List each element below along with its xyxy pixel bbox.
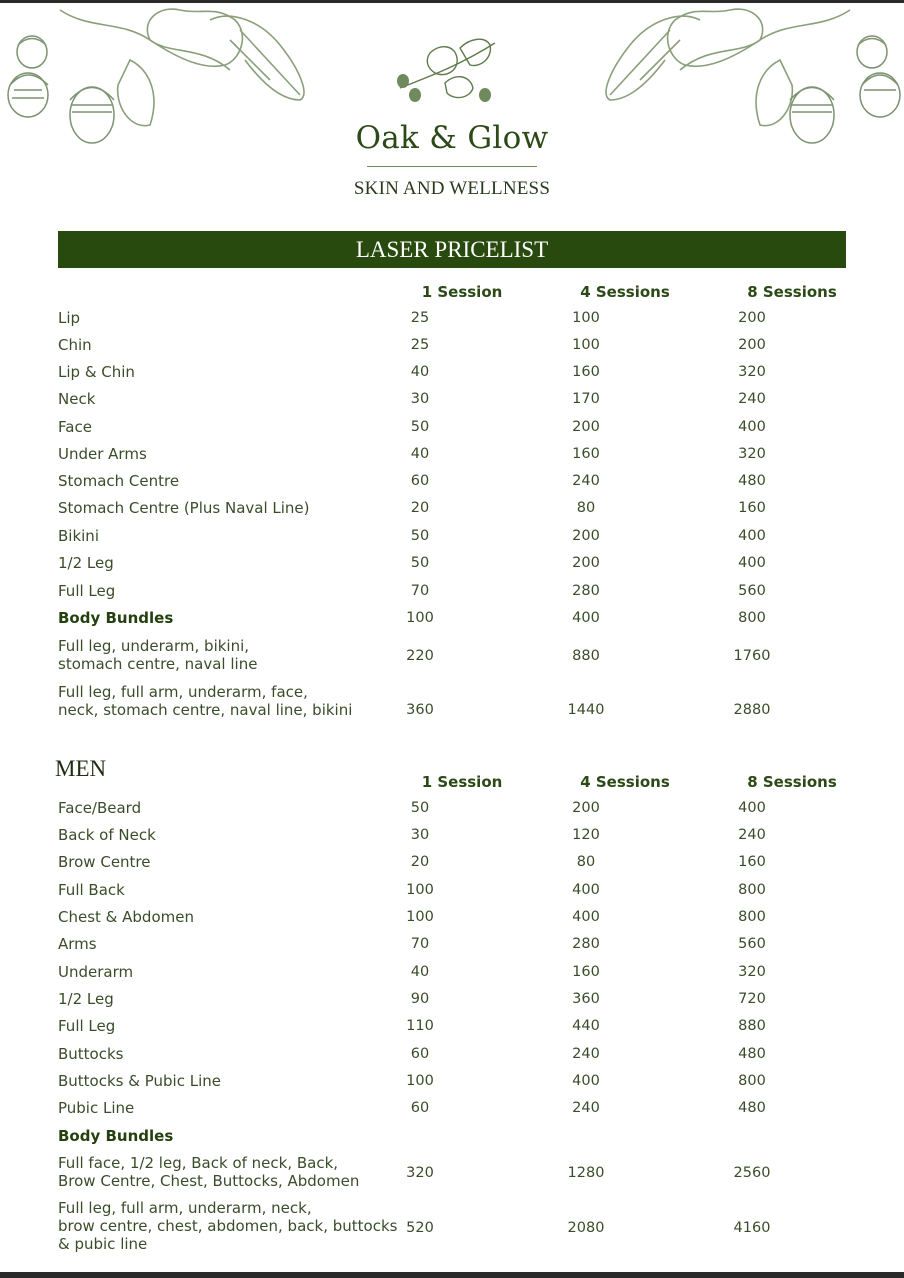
- women-table-row: [0, 527, 904, 551]
- price-4-sessions: 1280: [567, 1165, 605, 1181]
- price-1-session: 30: [410, 391, 430, 407]
- men-table-row: [0, 908, 904, 932]
- price-8-sessions: 400: [738, 528, 766, 544]
- women-table-row: [0, 499, 904, 523]
- women-table-row: [0, 554, 904, 578]
- price-1-session: 100: [406, 882, 434, 898]
- treatment-name: Full Leg: [58, 582, 116, 600]
- price-8-sessions: 800: [738, 909, 766, 925]
- price-8-sessions: 4160: [733, 1220, 771, 1236]
- men-table-row: [0, 799, 904, 823]
- price-4-sessions: 100: [572, 310, 600, 326]
- treatment-name: Under Arms: [58, 445, 147, 463]
- treatment-name: Neck: [58, 390, 96, 408]
- price-8-sessions: 200: [738, 337, 766, 353]
- price-4-sessions: 200: [572, 800, 600, 816]
- price-4-sessions: 400: [572, 882, 600, 898]
- price-1-session: 520: [406, 1220, 434, 1236]
- price-8-sessions: 2880: [733, 702, 771, 718]
- price-8-sessions: 1760: [733, 648, 771, 664]
- price-1-session: 40: [410, 446, 430, 462]
- price-1-session: 70: [410, 936, 430, 952]
- women-table-row: [0, 609, 904, 633]
- body-bundles-label: Body Bundles: [58, 1127, 174, 1145]
- price-1-session: 100: [406, 610, 434, 626]
- price-8-sessions: 480: [738, 1046, 766, 1062]
- men-table-row: [0, 853, 904, 877]
- price-1-session: 40: [410, 364, 430, 380]
- oak-branch-logo-icon: [385, 33, 510, 113]
- women-table-row: [0, 363, 904, 387]
- treatment-name: Full Leg: [58, 1017, 116, 1035]
- price-4-sessions: 200: [572, 555, 600, 571]
- price-8-sessions: 400: [738, 419, 766, 435]
- price-1-session: 50: [410, 528, 430, 544]
- price-4-sessions: 240: [572, 1046, 600, 1062]
- treatment-name: 1/2 Leg: [58, 554, 114, 572]
- men-table-row: [0, 1127, 904, 1151]
- body-bundles-label: Body Bundles: [58, 609, 174, 627]
- price-4-sessions: 200: [572, 419, 600, 435]
- women-table-row: [0, 472, 904, 496]
- treatment-name: Full leg, underarm, bikini, stomach centre, naval line: [58, 637, 258, 673]
- price-4-sessions: 80: [576, 500, 596, 516]
- price-1-session: 60: [410, 1046, 430, 1062]
- price-4-sessions: 360: [572, 991, 600, 1007]
- price-8-sessions: 160: [738, 854, 766, 870]
- men-table-row: [0, 1072, 904, 1096]
- price-1-session: 100: [406, 909, 434, 925]
- treatment-name: Brow Centre: [58, 853, 151, 871]
- price-4-sessions: 1440: [567, 702, 605, 718]
- treatment-name: Pubic Line: [58, 1099, 135, 1117]
- column-header-4-sessions: 4 Sessions: [580, 283, 670, 301]
- treatment-name: Stomach Centre: [58, 472, 180, 490]
- brand-divider: [367, 166, 537, 167]
- men-table-row: [0, 1099, 904, 1123]
- men-table-row: [0, 990, 904, 1014]
- price-1-session: 360: [406, 702, 434, 718]
- treatment-name: Full Back: [58, 881, 125, 899]
- price-8-sessions: 560: [738, 936, 766, 952]
- price-1-session: 220: [406, 648, 434, 664]
- price-4-sessions: 280: [572, 583, 600, 599]
- treatment-name: Full leg, full arm, underarm, face, neck, stomach centre, naval line, bikini: [58, 683, 353, 719]
- price-1-session: 20: [410, 500, 430, 516]
- treatment-name: Lip: [58, 309, 81, 327]
- brand-name: Oak & Glow: [355, 120, 549, 156]
- price-8-sessions: 200: [738, 310, 766, 326]
- price-1-session: 70: [410, 583, 430, 599]
- treatment-name: Chest & Abdomen: [58, 908, 194, 926]
- men-table-row: [0, 935, 904, 959]
- price-4-sessions: 170: [572, 391, 600, 407]
- price-8-sessions: 400: [738, 555, 766, 571]
- pricelist-title: LASER PRICELIST: [355, 237, 549, 262]
- price-8-sessions: 400: [738, 800, 766, 816]
- bottom-border: [0, 1272, 904, 1278]
- price-4-sessions: 160: [572, 446, 600, 462]
- price-8-sessions: 320: [738, 364, 766, 380]
- price-1-session: 100: [406, 1073, 434, 1089]
- women-table-row: [0, 637, 904, 673]
- treatment-name: Back of Neck: [58, 826, 156, 844]
- price-4-sessions: 440: [572, 1018, 600, 1034]
- price-4-sessions: 160: [572, 964, 600, 980]
- price-8-sessions: 480: [738, 473, 766, 489]
- men-table-row: [0, 1154, 904, 1190]
- price-1-session: 50: [410, 800, 430, 816]
- price-4-sessions: 160: [572, 364, 600, 380]
- treatment-name: Face/Beard: [58, 799, 142, 817]
- treatment-name: Face: [58, 418, 92, 436]
- treatment-name: Stomach Centre (Plus Naval Line): [58, 499, 310, 517]
- men-table-row: [0, 826, 904, 850]
- treatment-name: Arms: [58, 935, 97, 953]
- price-8-sessions: 560: [738, 583, 766, 599]
- treatment-name: Chin: [58, 336, 92, 354]
- women-table-row: [0, 336, 904, 360]
- column-header-1-session: 1 Session: [421, 283, 503, 301]
- price-8-sessions: 800: [738, 882, 766, 898]
- treatment-name: Buttocks: [58, 1045, 124, 1063]
- price-1-session: 30: [410, 827, 430, 843]
- price-8-sessions: 800: [738, 1073, 766, 1089]
- men-column-header-8-sessions: 8 Sessions: [747, 773, 837, 791]
- price-4-sessions: 200: [572, 528, 600, 544]
- price-4-sessions: 80: [576, 854, 596, 870]
- price-8-sessions: 800: [738, 610, 766, 626]
- treatment-name: Buttocks & Pubic Line: [58, 1072, 221, 1090]
- price-1-session: 90: [410, 991, 430, 1007]
- price-8-sessions: 320: [738, 446, 766, 462]
- men-table-row: [0, 1017, 904, 1041]
- price-1-session: 25: [410, 337, 430, 353]
- women-table-row: [0, 309, 904, 333]
- price-8-sessions: 480: [738, 1100, 766, 1116]
- price-4-sessions: 400: [572, 610, 600, 626]
- price-4-sessions: 120: [572, 827, 600, 843]
- price-1-session: 60: [410, 1100, 430, 1116]
- men-column-header-4-sessions: 4 Sessions: [580, 773, 670, 791]
- price-8-sessions: 880: [738, 1018, 766, 1034]
- men-table-row: [0, 1045, 904, 1069]
- treatment-name: 1/2 Leg: [58, 990, 114, 1008]
- pricelist-banner: [58, 231, 846, 268]
- price-1-session: 20: [410, 854, 430, 870]
- treatment-name: Lip & Chin: [58, 363, 135, 381]
- women-table-row: [0, 582, 904, 606]
- price-4-sessions: 2080: [567, 1220, 605, 1236]
- price-1-session: 110: [406, 1018, 434, 1034]
- price-1-session: 320: [406, 1165, 434, 1181]
- men-section-title: MEN: [55, 756, 107, 781]
- price-8-sessions: 2560: [733, 1165, 771, 1181]
- treatment-name: Full leg, full arm, underarm, neck, brow centre, chest, abdomen, back, buttocks & pubic line: [58, 1199, 398, 1253]
- treatment-name: Full face, 1/2 leg, Back of neck, Back, Brow Centre, Chest, Buttocks, Abdomen: [58, 1154, 360, 1190]
- price-1-session: 40: [410, 964, 430, 980]
- men-table-row: [0, 963, 904, 987]
- price-8-sessions: 240: [738, 391, 766, 407]
- brand-subtitle: SKIN AND WELLNESS: [353, 178, 551, 199]
- price-8-sessions: 160: [738, 500, 766, 516]
- women-table-row: [0, 445, 904, 469]
- treatment-name: Underarm: [58, 963, 134, 981]
- price-4-sessions: 400: [572, 909, 600, 925]
- price-1-session: 60: [410, 473, 430, 489]
- men-table-row: [0, 881, 904, 905]
- treatment-name: Bikini: [58, 527, 99, 545]
- price-4-sessions: 240: [572, 473, 600, 489]
- price-8-sessions: 320: [738, 964, 766, 980]
- price-8-sessions: 240: [738, 827, 766, 843]
- price-4-sessions: 400: [572, 1073, 600, 1089]
- price-8-sessions: 720: [738, 991, 766, 1007]
- men-column-header-1-session: 1 Session: [421, 773, 503, 791]
- women-table-row: [0, 683, 904, 719]
- women-table-row: [0, 390, 904, 414]
- price-1-session: 50: [410, 419, 430, 435]
- price-1-session: 25: [410, 310, 430, 326]
- price-4-sessions: 280: [572, 936, 600, 952]
- women-table-row: [0, 418, 904, 442]
- price-4-sessions: 240: [572, 1100, 600, 1116]
- price-4-sessions: 100: [572, 337, 600, 353]
- price-4-sessions: 880: [572, 648, 600, 664]
- price-1-session: 50: [410, 555, 430, 571]
- men-table-row: [0, 1199, 904, 1253]
- column-header-8-sessions: 8 Sessions: [747, 283, 837, 301]
